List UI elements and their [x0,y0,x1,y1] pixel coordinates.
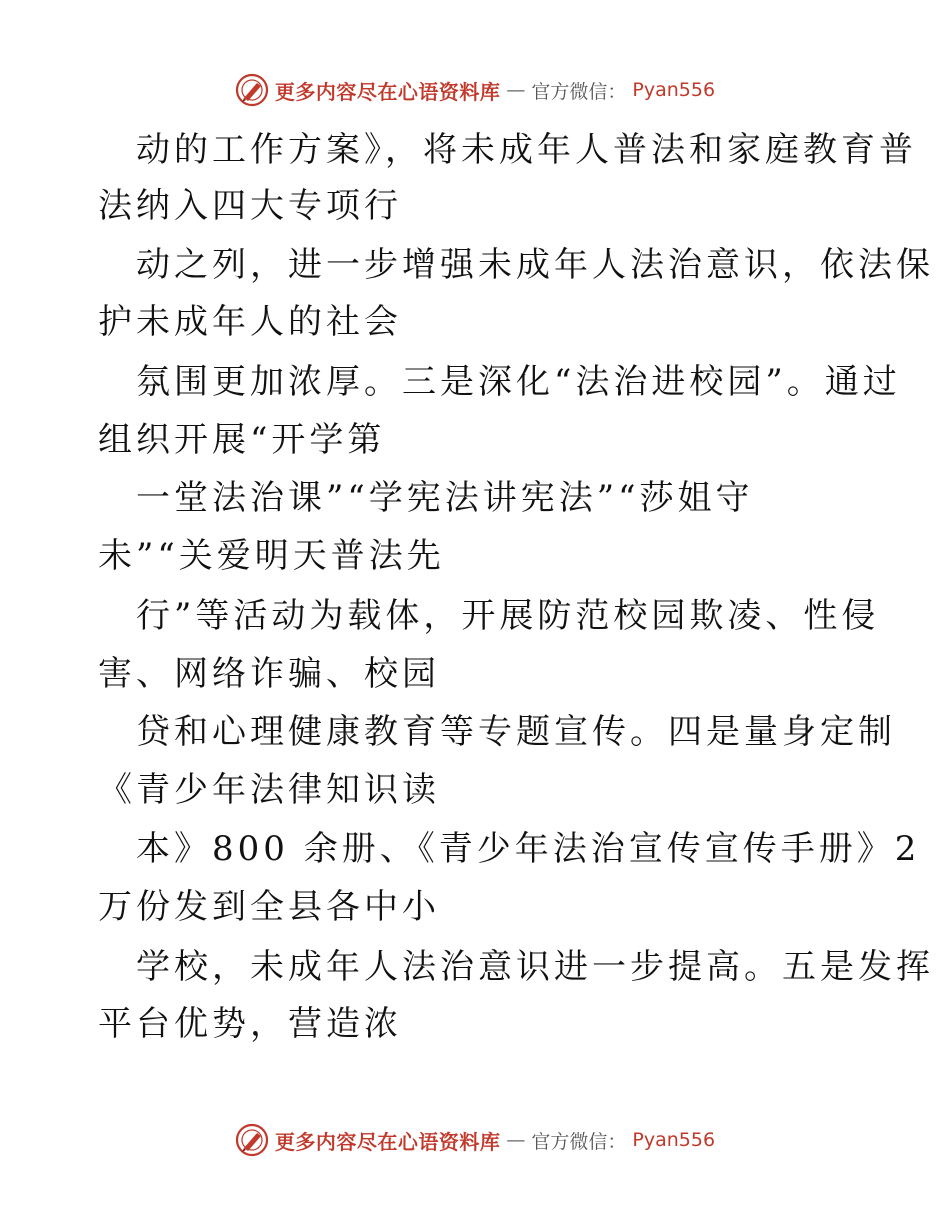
body-line: 本》800 余册、《青少年法治宣传宣传手册》2 [136,829,921,869]
watermark-dash: — [506,79,526,101]
pen-logo-icon [235,1123,269,1157]
body-line: 法纳入四大专项行 [98,186,402,226]
body-line: 动之列，进一步增强未成年人法治意识，依法保 [136,245,934,285]
body-line: 《青少年法律知识读 [98,770,440,810]
body-line: 护未成年人的社会 [98,302,402,342]
body-line: 贷和心理健康教育等专题宣传。四是量身定制 [136,712,896,752]
watermark-sub-text: 官方微信： [531,1130,627,1153]
watermark-main-text: 更多内容尽在心语资料库 [274,79,501,104]
body-line: 一堂法治课”“学宪法讲宪法”“莎姐守 [136,478,754,518]
pen-logo-icon [235,73,269,107]
body-line: 平台优势，营造浓 [98,1004,402,1044]
body-line: 动的工作方案》，将未成年人普法和家庭教育普 [136,130,917,170]
body-line: 万份发到全县各中小 [98,887,440,927]
body-line: 行”等活动为载体，开展防范校园欺凌、性侵 [136,596,880,636]
body-line: 学校，未成年人法治意识进一步提高。五是发挥 [136,947,934,987]
body-line: 害、网络诈骗、校园 [98,654,440,694]
watermark-handle: Pyan556 [632,79,716,101]
footer-watermark [0,1120,950,1160]
body-line: 组织开展“开学第 [98,420,386,460]
body-line: 氛围更加浓厚。三是深化“法治进校园”。通过 [136,362,901,402]
watermark-sub-text: 官方微信： [531,80,627,103]
watermark-dash: — [506,1129,526,1151]
body-line: 未”“关爱明天普法先 [98,536,445,576]
header-watermark [0,70,950,110]
watermark-handle: Pyan556 [632,1129,716,1151]
watermark-main-text: 更多内容尽在心语资料库 [274,1129,501,1154]
